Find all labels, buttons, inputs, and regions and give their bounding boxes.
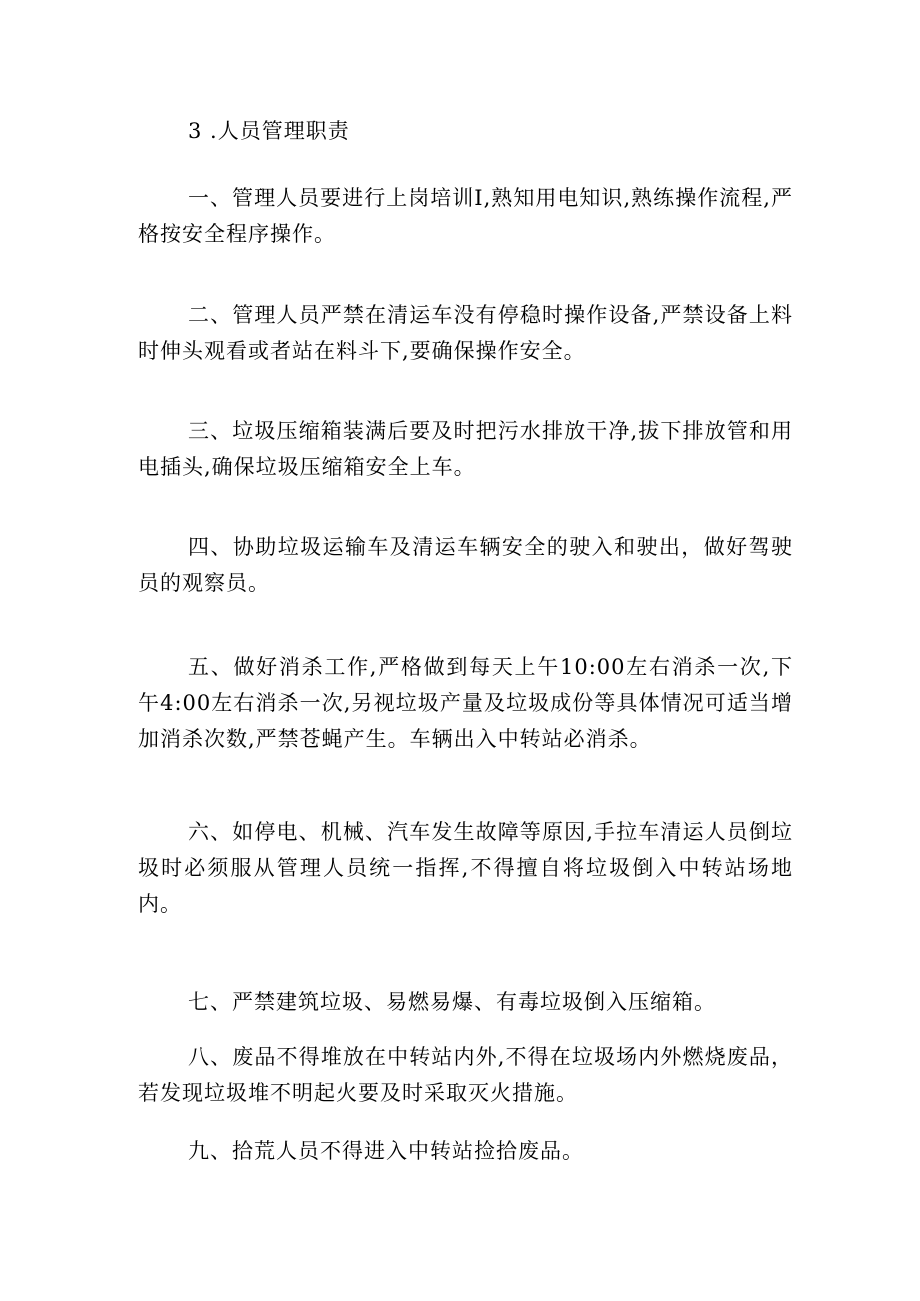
paragraph-8: 八、废品不得堆放在中转站内外,不得在垃圾场内外燃烧废品，若发现垃圾堆不明起火要及时采取灭火措施。 xyxy=(138,1045,793,1105)
paragraph-6: 六、如停电、机械、汽车发生故障等原因,手拉车清运人员倒垃圾时必须服从管理人员统一指挥,不得擅自将垃圾倒入中转站场地内。 xyxy=(138,820,793,916)
paragraph-9: 九、拾荒人员不得进入中转站捡拾废品。 xyxy=(188,1139,584,1163)
paragraph-5: 五、做好消杀工作,严格做到每天上午10:00左右消杀一次,下午4:00左右消杀一次,另视垃圾产量及垃圾成份等具体情况可适当增加消杀次数,严禁苍蝇产生。车辆出入中转站必消杀。 xyxy=(138,655,793,751)
paragraph-2: 二、管理人员严禁在清运车没有停稳时操作设备,严禁设备上料时伸头观看或者站在料斗下,要确保操作安全。 xyxy=(138,303,793,363)
paragraph-4: 四、协助垃圾运输车及清运车辆安全的驶入和驶出，做好驾驶员的观察员。 xyxy=(138,535,793,595)
paragraph-3: 三、垃圾压缩箱装满后要及时把污水排放干净,拔下排放管和用电插头,确保垃圾压缩箱安全上车。 xyxy=(138,419,793,479)
paragraph-1: 一、管理人员要进行上岗培训I,熟知用电知识,熟练操作流程,严格按安全程序操作。 xyxy=(138,186,793,246)
section-title: 3 .人员管理职责 xyxy=(188,119,350,143)
paragraph-7: 七、严禁建筑垃圾、易燃易爆、有毒垃圾倒入压缩箱。 xyxy=(188,990,716,1014)
